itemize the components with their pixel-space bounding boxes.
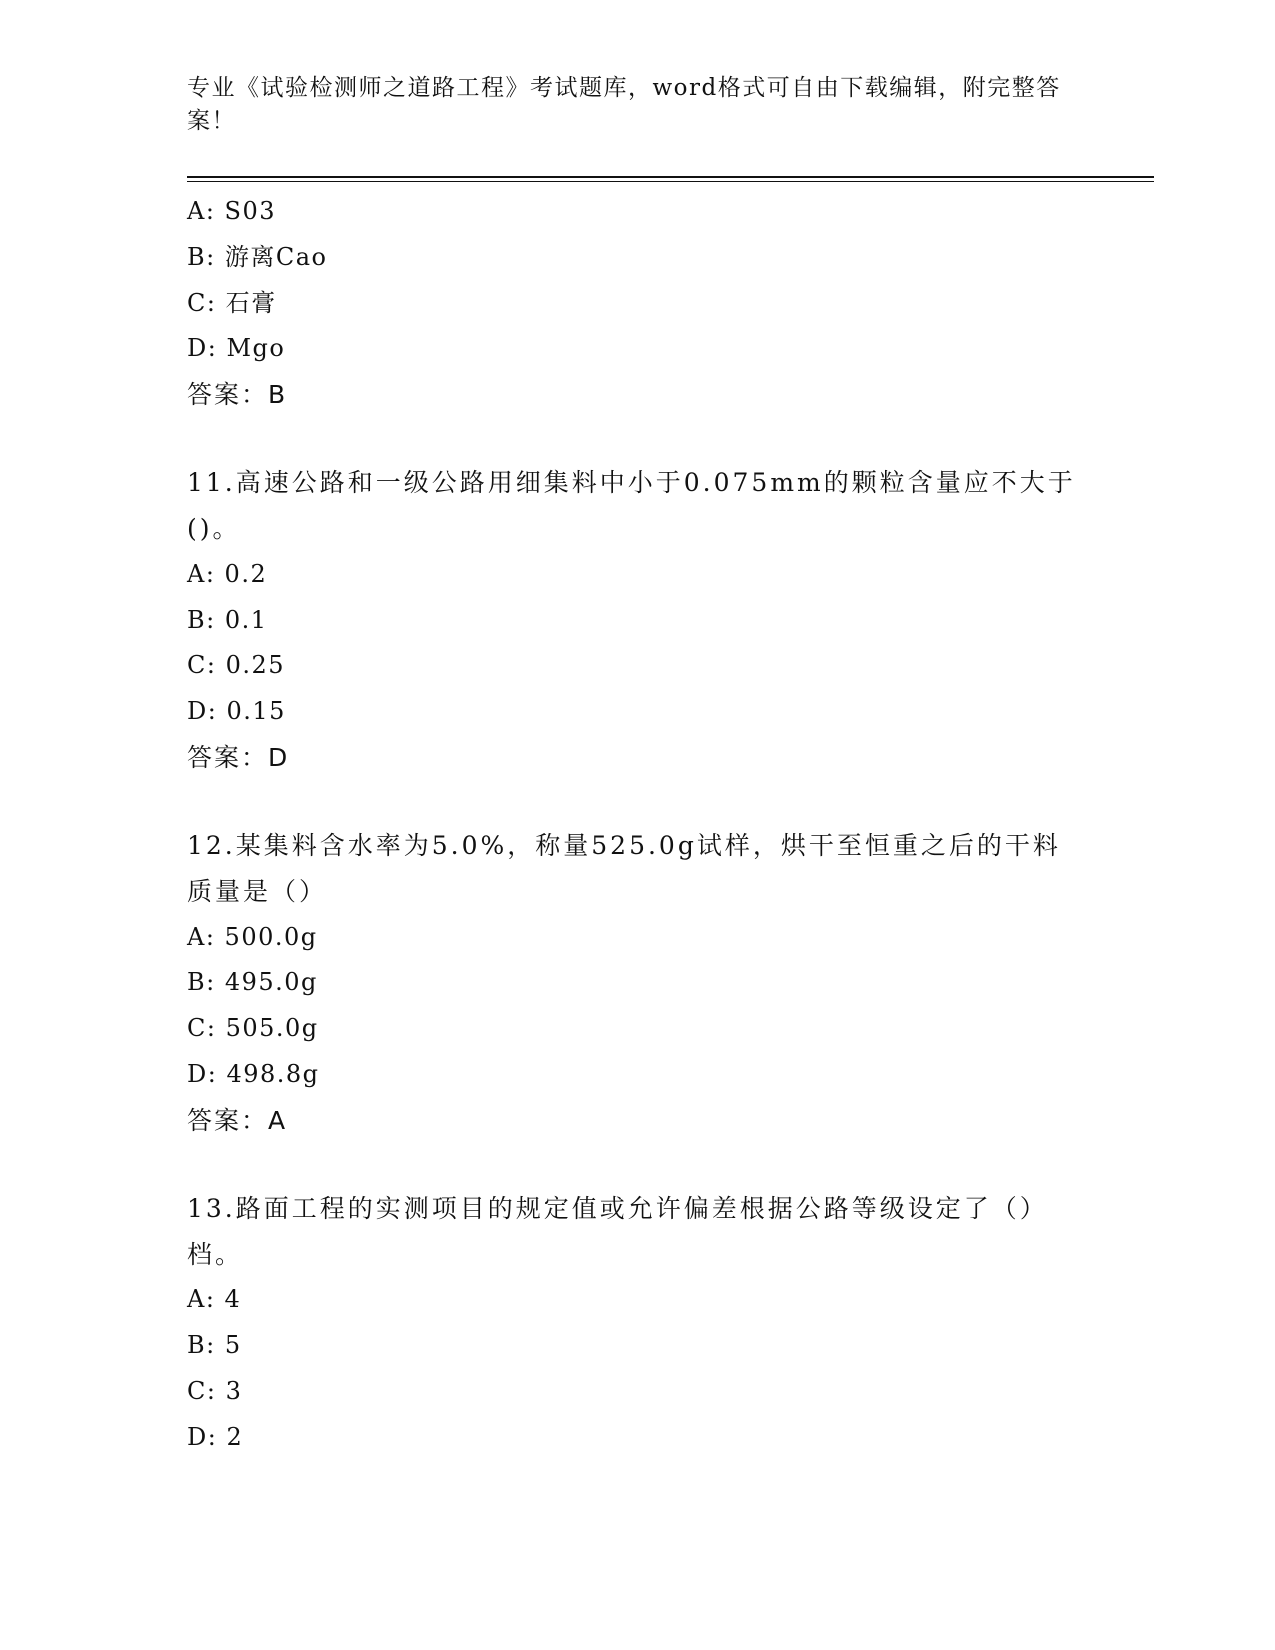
question-stem: 13.路面工程的实测项目的规定值或允许偏差根据公路等级设定了（）档。 bbox=[187, 1193, 1048, 1269]
option-b: B: 游离Cao bbox=[187, 242, 328, 271]
question-stem: 11.高速公路和一级公路用细集料中小于0.075mm的颗粒含量应不大于()。 bbox=[187, 468, 1076, 543]
option-b: B: 0.1 bbox=[187, 605, 268, 634]
option-c: C: 石膏 bbox=[187, 288, 277, 317]
answer-line: 答案：D bbox=[187, 742, 290, 772]
header-divider-thick bbox=[187, 176, 1154, 178]
option-d: D: 2 bbox=[187, 1422, 244, 1451]
option-c: C: 3 bbox=[187, 1376, 243, 1405]
question-block-12 bbox=[187, 823, 1087, 1144]
question-stem: 12.某集料含水率为5.0%，称量525.0g试样，烘干至恒重之后的干料质量是（） bbox=[187, 830, 1061, 906]
option-a: A: 4 bbox=[187, 1285, 242, 1314]
option-b: B: 495.0g bbox=[187, 968, 318, 997]
option-d: D: Mgo bbox=[187, 334, 286, 363]
option-a: A: 500.0g bbox=[187, 922, 318, 951]
option-c: C: 0.25 bbox=[187, 651, 286, 680]
header-divider-thin bbox=[187, 181, 1154, 182]
question-block-11 bbox=[187, 460, 1087, 781]
option-c: C: 505.0g bbox=[187, 1014, 319, 1043]
option-d: D: 0.15 bbox=[187, 697, 286, 726]
answer-line: 答案：A bbox=[187, 1105, 288, 1135]
option-b: B: 5 bbox=[187, 1331, 242, 1360]
question-list bbox=[187, 189, 1087, 1461]
option-a: A: 0.2 bbox=[187, 559, 268, 588]
option-a: A: S03 bbox=[187, 197, 277, 225]
answer-line: 答案：B bbox=[187, 380, 288, 410]
option-d: D: 498.8g bbox=[187, 1059, 320, 1088]
question-block-prev bbox=[187, 189, 1087, 418]
question-block-13 bbox=[187, 1186, 1087, 1461]
document-header: 专业《试验检测师之道路工程》考试题库，word格式可自由下载编辑，附完整答案！ bbox=[187, 75, 1061, 134]
